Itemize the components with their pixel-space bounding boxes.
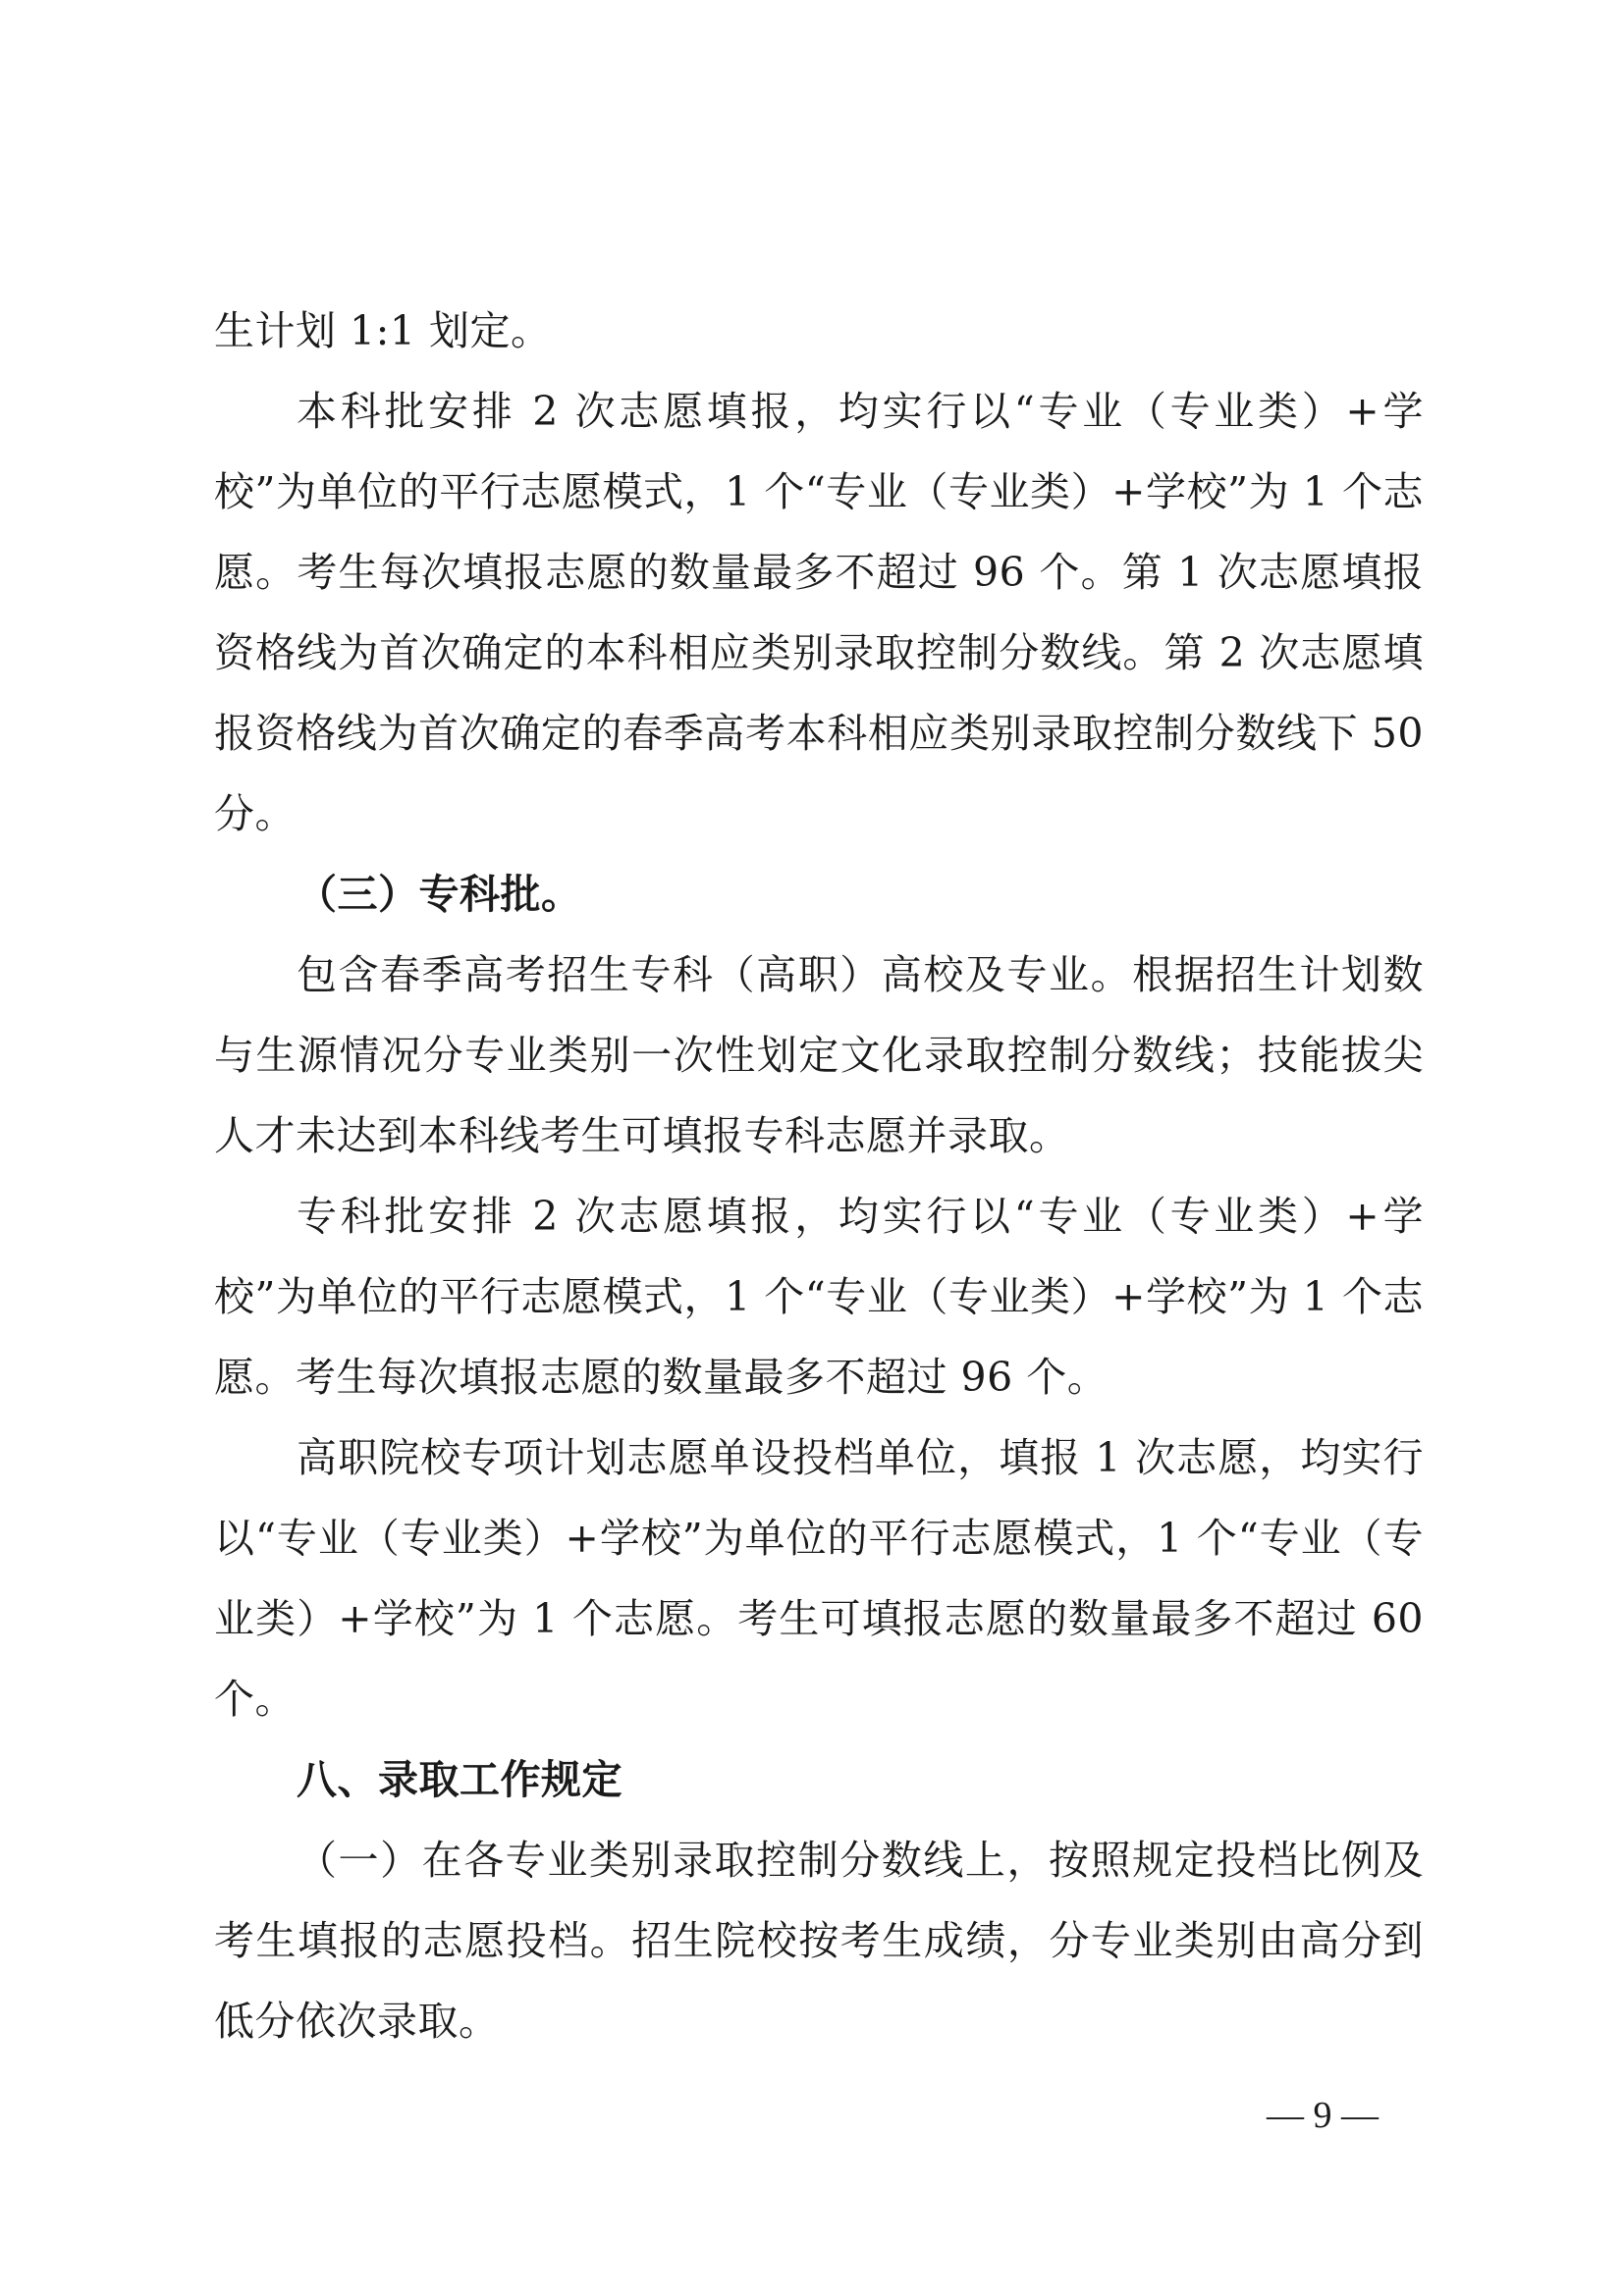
paragraph-special-plan: 高职院校专项计划志愿单设投档单位，填报 1 次志愿，均实行以“专业（专业类）+学校”为单位的平行志愿模式，1 个“专业（专业类）+学校”为 1 个志愿。考生可填报志愿的数量最多不超过 60 个。 xyxy=(214,1434,1424,1723)
document-body xyxy=(214,291,1424,2061)
paragraph-undergraduate-batch: 本科批安排 2 次志愿填报，均实行以“专业（专业类）+学校”为单位的平行志愿模式，1 个“专业（专业类）+学校”为 1 个志愿。考生每次填报志愿的数量最多不超过 96 个。第 1 次志愿填报资格线为首次确定的本科相应类别录取控制分数线。第 2 次志愿填报资格线为首次确定的春季高考本科相应类别录取控制分数线下 50 分。 xyxy=(214,388,1424,837)
sub-heading-vocational-batch: （三）专科批。 xyxy=(297,871,582,918)
page-number: — 9 — xyxy=(1267,2095,1379,2136)
paragraph-vocational-scope: 包含春季高考招生专科（高职）高校及专业。根据招生计划数与生源情况分专业类别一次性划定文化录取控制分数线；技能拔尖人才未达到本科线考生可填报专科志愿并录取。 xyxy=(214,951,1424,1159)
paragraph-vocational-volunteers: 专科批安排 2 次志愿填报，均实行以“专业（专业类）+学校”为单位的平行志愿模式，1 个“专业（专业类）+学校”为 1 个志愿。考生每次填报志愿的数量最多不超过 96 个。 xyxy=(214,1193,1424,1401)
paragraph-admission-rule-1: （一）在各专业类别录取控制分数线上，按照规定投档比例及考生填报的志愿投档。招生院校按考生成绩，分专业类别由高分到低分依次录取。 xyxy=(214,1837,1424,2045)
paragraph-continuation: 生计划 1:1 划定。 xyxy=(214,307,552,354)
section-heading-admission-rules: 八、录取工作规定 xyxy=(297,1756,622,1803)
